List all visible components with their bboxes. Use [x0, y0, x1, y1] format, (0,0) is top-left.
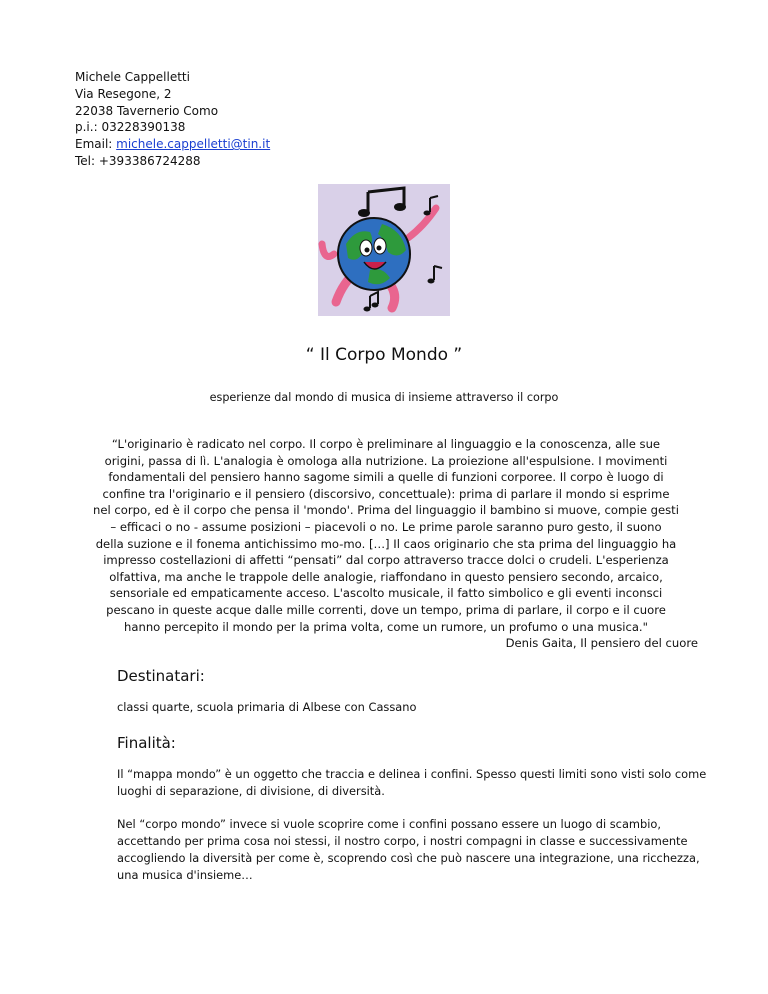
finalita-heading: Finalità: — [117, 734, 176, 752]
opening-quote — [74, 436, 698, 652]
quote-line: nel corpo, ed è il corpo che pensa il 'mondo'. Prima del linguaggio il bambino si muove, compie gesti — [93, 503, 679, 518]
quote-line: pescano in queste acque dalle mille correnti, dove un tempo, prima di parlare, il corpo e il cuore — [106, 602, 666, 617]
email-label: Email: — [75, 137, 117, 152]
sender-email-line — [75, 136, 270, 153]
quote-line: olfattiva, ma anche le trappole delle analogie, riaffondano in questo pensiero secondo, arcaico, — [109, 569, 663, 584]
quote-line: origini, passa di lì. L'analogia è omologa alla nutrizione. La proiezione all'espulsione. I movimenti — [104, 453, 668, 468]
quote-line: fondamentali del pensiero hanno sagome simili a quelle di funzioni corporee. Il corpo è luogo di — [108, 470, 664, 485]
quote-line: impresso costellazioni di affetti “pensati” dal corpo attraverso tracce dolci o crudeli. L'esperienza — [103, 553, 669, 568]
quote-author: Denis Gaita, Il pensiero del cuore — [505, 636, 698, 651]
quote-line: della suzione e il fonema antichissimo mo-mo. […] Il caos originario che sta prima del linguaggio ha — [95, 536, 677, 551]
sender-phone: Tel: +393386724288 — [75, 153, 201, 168]
sender-name: Michele Cappelletti — [75, 70, 190, 84]
email-link[interactable]: michele.cappelletti@tin.it — [116, 137, 271, 152]
sender-street: Via Resegone, 2 — [75, 86, 172, 101]
quote-line: hanno percepito il mondo per la prima volta, come un rumore, un profumo o una musica." — [124, 619, 648, 634]
document-subtitle: esperienze dal mondo di musica di insieme attraverso il corpo — [209, 391, 559, 404]
sender-address-block — [75, 69, 270, 170]
quote-line: – efficaci o no - assume posizioni – piacevoli o no. Le prime parole saranno puro gesto, il suono — [110, 519, 662, 534]
quote-line: confine tra l'originario e il pensiero (discorsivo, concettuale): prima di parlare il mondo si esprime — [102, 486, 670, 501]
sender-city: 22038 Tavernerio Como — [75, 103, 219, 118]
destinatari-text: classi quarte, scuola primaria di Albese con Cassano — [117, 700, 417, 714]
document-title: “ Il Corpo Mondo ” — [305, 345, 463, 365]
destinatari-heading: Destinatari: — [117, 667, 205, 685]
quote-line: “L'originario è radicato nel corpo. Il corpo è preliminare al linguaggio e la conoscenza, alle sue — [111, 437, 661, 451]
sender-vat: p.i.: 03228390138 — [75, 120, 186, 135]
globe-dancer-illustration — [318, 184, 450, 316]
finalita-paragraph-1: Il “mappa mondo” è un oggetto che traccia e delinea i confini. Spesso questi limiti sono visti solo come luoghi di separazione, di divisione, di diversità. — [117, 767, 707, 798]
quote-line: sensoriale ed empaticamente acceso. L'ascolto musicale, il fatto simbolico e gli eventi inconsci — [109, 586, 663, 601]
finalita-paragraph-2: Nel “corpo mondo” invece si vuole scoprire come i confini possano essere un luogo di scambio, accettando per prima cosa noi stessi, il nostro corpo, i nostri compagni in classe e successivamente accogliendo la diversità per come è, scoprendo così che può nascere una integrazione, una ricchezza, una musica d'insieme… — [117, 817, 700, 882]
